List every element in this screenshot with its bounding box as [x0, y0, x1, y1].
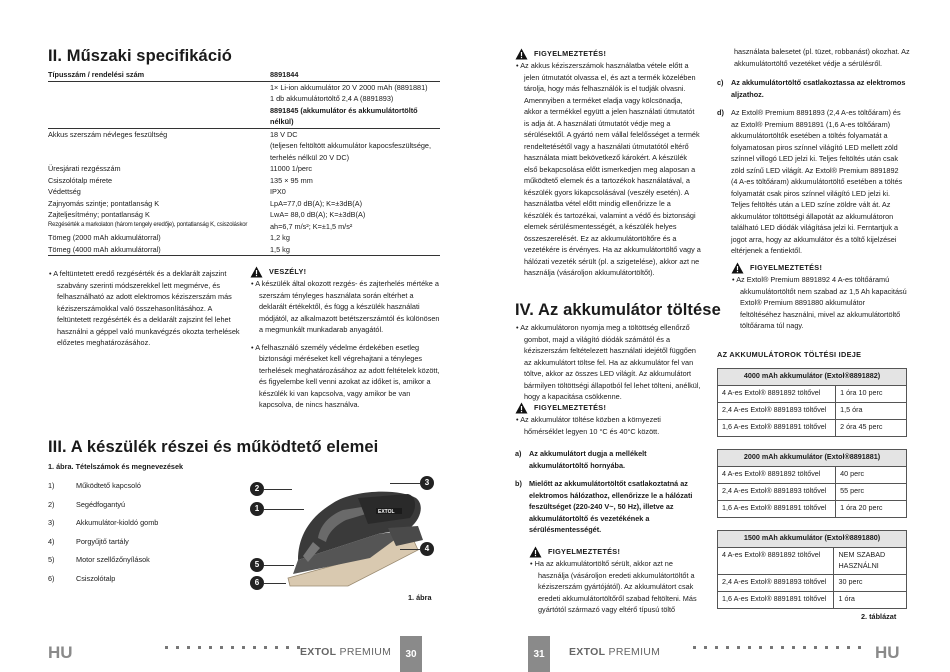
- spec-key: Zajnyomás szintje; pontatlanság K: [48, 198, 160, 208]
- sander-illustration: [258, 468, 428, 588]
- warning-box-3: FIGYELMEZTETÉS! • Ha az akkumulátortöltő sérült, akkor azt ne használja (vásároljon eredeti akkumulátortöltőt a kéziszerszám gyártójától). Az akkumulátort csak eredeti akkumulátortöltőről szabad feltölteni. Más gyártótól származó vagy eltérő típusú töltő: [530, 547, 697, 615]
- part-number: 4): [48, 536, 55, 546]
- time-cell: 55 perc: [836, 484, 907, 501]
- spec-table: [48, 69, 440, 256]
- time-cell: 40 perc: [836, 467, 907, 484]
- warning-title-1: FIGYELMEZTETÉS!: [534, 49, 607, 59]
- table-row: [718, 574, 907, 591]
- time-cell: 1 óra 20 perc: [836, 501, 907, 518]
- spec-value: IPX0: [270, 187, 286, 197]
- spec-key: [48, 93, 270, 105]
- charging-time-table: [717, 449, 907, 518]
- step-c: c) Az akkumulátortöltő csatlakoztassa az elektromos aljzathoz.: [717, 78, 906, 99]
- danger-heading: [250, 266, 442, 278]
- language-code: HU: [48, 643, 73, 662]
- part-item: [48, 574, 158, 593]
- step-d: d) Az Extol® Premium 8891893 (2,4 A-es töltőáram) és az Extol® Premium 8891891 (1,6 A-es töltőáram) akkumulátortöltők esetében a töltés folyamatát a folyamatosan piros színnel világító LED mellett zöld színnel villogó LED jelzi ki. Teljes feltöltés után csak zöld színű LED világít. Az Extol® Premium 8891892 (4 A-es töltőáram) akkumulátortöltő esetében a töltés folyamatát csak piros színnel világító LED jelzi ki. Teljes feltöltés után a LED színe zöldre vált át. Az akkumulátor töltöttségi állapotát az akkumulátoron található LED diódák világítása jelzi ki. Ferntartjuk a jogot arra, hogy az akkumulátor és a töltő kijelzései eltérjenek a fentiektől.: [717, 107, 907, 257]
- charger-cell: 2,4 A-es Extol® 8891893 töltővel: [718, 484, 836, 501]
- time-cell: 30 perc: [834, 574, 907, 591]
- warning-text-4: Az Extol® Premium 8891892 4 A-es töltőáramú akkumulátortöltőt nem szabad az 1,5 Ah kapacitású Extol® Premium 8891880 akkumulátor feltöltéséhez használni, mivel az akkumulátortöltő töltőárama túl nagy.: [736, 275, 907, 331]
- footer-dots: [693, 646, 861, 654]
- charger-cell: 2,4 A-es Extol® 8891893 töltővel: [718, 574, 834, 591]
- charger-cell: 2,4 A-es Extol® 8891893 töltővel: [718, 403, 836, 420]
- time-cell: 1 óra 10 perc: [836, 386, 907, 403]
- spec-value: (teljesen feltöltött akkumulátor kapocsfeszültsége,: [270, 141, 432, 151]
- danger-bullet-2: A felhasználó személy védelme érdekében esetleg biztonsági méréseket kell végrehajtani a tényleges terhelések meghatározásához az adott feltételek között, és figyelembe kell venni azokat az időket is, amikor a készülék ki van kapcsolva, vagy amikor be van kapcsolva, de nincs használva.: [255, 342, 440, 410]
- part-number: 5): [48, 555, 55, 564]
- warning-triangle-icon: [515, 402, 528, 414]
- part-name: Porgyűjtő tartály: [76, 536, 129, 546]
- step-b: b) Mielőtt az akkumulátortöltőt csatlakoztatná az elektromos hálózathoz, ellenőrizze le a hálózati feszültséget (220-240 V~, 50 Hz), illetve az akkumulátortöltő és vezetékének a sérülésmentességét.: [515, 478, 701, 536]
- figure-title: 1. ábra. Tételszámok és megnevezések: [48, 462, 184, 471]
- warning-title-2: FIGYELMEZTETÉS!: [534, 403, 607, 413]
- spec-key: Tömeg (2000 mAh akkumulátorral): [48, 233, 161, 243]
- warning-text-1: Az akkus kéziszerszámok használatba vétele előtt a jelen útmutatót olvassa el, és azt a termék közelében tárolja, hogy más felhasználók is el tudják olvasni. Amennyiben a terméket eladja vagy kölcsönadja, akkor a termékkel együtt a jelen használati útmutatót is adja át. A használati útmutatót védje meg a sérülésektől. A gyártó nem vállal felelősséget a termék rendeltetésétől vagy a használati útmutatótól eltérő használata miatt bekövetkező károkért. A készülék első bekapcsolása előtt ismerkedjen meg alaposan a működtető elemek és a tartozékok használatával, a készülék gyors kikapcsolásával (veszély esetén). A használatba vétel előtt mindig ellenőrizze le a készülék és tartozékai, valamint a védő és biztonsági elemek sérülésmentességét, a készülék helyes összeszerelését. Ez az akkumulátortöltőre és a vezetékére is érvényes. Ha az akkumulátortöltő vagy a hálózati vezeték sérült (pl. a szigetelése), akkor azt ne használja (vásároljon akkumulátortöltőt).: [520, 61, 701, 278]
- language-code: HU: [875, 643, 900, 662]
- spec-key: [48, 152, 270, 164]
- section-title-charging: IV. Az akkumulátor töltése: [515, 301, 721, 319]
- warning-text-2: Az akkumulátor töltése közben a környezeti hőmérséklet legyen 10 °C és 40°C között.: [520, 415, 661, 436]
- spec-key: Akkus szerszám névleges feszültség: [48, 129, 168, 139]
- spec-value: 11000 1/perc: [270, 164, 313, 174]
- callout-3: 3: [420, 476, 434, 490]
- spec-value: 18 V DC: [270, 129, 298, 139]
- spec-value: 1× Li-ion akkumulátor 20 V 2000 mAh (8891881): [270, 82, 428, 92]
- step-b-text: Mielőtt az akkumulátortöltőt csatlakoztatná az elektromos hálózathoz, ellenőrizze le a hálózati feszültséget (220-240 V~, 50 Hz), illetve az akkumulátortöltő és vezetékének a sérülésmentességét.: [529, 479, 693, 535]
- spec-row: [48, 105, 440, 129]
- part-number: 3): [48, 518, 55, 527]
- table-row: [718, 403, 907, 420]
- continued-text: használata balesetet (pl. tüzet, robbanást) okozhat. Az akkumulátortöltő vezetéket védje a sérülésről.: [734, 47, 910, 68]
- spec-row: [48, 198, 440, 210]
- table-header: 2000 mAh akkumulátor (Extol®8891881): [718, 450, 907, 467]
- spec-value: terhelés nélkül 20 V DC): [270, 152, 350, 162]
- callout-4: 4: [420, 542, 434, 556]
- spec-row: [48, 209, 440, 221]
- warning-text-3: Ha az akkumulátortöltő sérült, akkor azt ne használja (vásároljon eredeti akkumulátortöltőt a kéziszerszám gyártójától). Az akkumulátort csak eredeti akkumulátortöltőről szabad feltölteni. Más gyártótól származó vagy eltérő típusú töltő: [534, 559, 697, 615]
- callout-2: 2: [250, 482, 264, 496]
- charging-time-table: [717, 368, 907, 437]
- table-row: [718, 591, 907, 608]
- warning-title-3: FIGYELMEZTETÉS!: [548, 547, 621, 557]
- note-paragraph: • A feltüntetett eredő rezgésérték és a deklarált zajszint szabvány szerinti módszerekkel lett megmérve, és felhasználható az adott elektromos kéziszerszám más kéziszerszámokkal való összehasonlításához. A feltüntetett rezgésérték és a deklarált zajszint fel lehet használni a géppel való munkavégzés okozta terhelések előzetes meghatározásához.: [49, 269, 240, 348]
- page-number: 30: [400, 636, 422, 672]
- table-caption: 2. táblázat: [861, 612, 897, 621]
- spec-key: [48, 140, 270, 152]
- spec-key: [48, 82, 270, 94]
- spec-row: [48, 186, 440, 198]
- callout-6: 6: [250, 576, 264, 590]
- spec-row: [48, 175, 440, 187]
- warning-triangle-icon: [529, 546, 542, 558]
- step-c-text: Az akkumulátortöltő csatlakoztassa az elektromos aljzathoz.: [731, 78, 906, 99]
- part-name: Segédfogantyú: [76, 499, 126, 509]
- table-row: [718, 467, 907, 484]
- right-page: [475, 0, 950, 672]
- warning-box-4: FIGYELMEZTETÉS! • Az Extol® Premium 8891892 4 A-es töltőáramú akkumulátortöltőt nem szabad az 1,5 Ah kapacitású Extol® Premium 8891880 akkumulátor feltöltéséhez használni, mivel az akkumulátortöltő töltőárama túl nagy.: [732, 263, 907, 331]
- spec-key: Zajteljesítmény; pontatlanság K: [48, 210, 150, 220]
- page-number: 31: [528, 636, 550, 672]
- device-brand-label: EXTOL: [378, 509, 395, 515]
- part-name: Motor szellőzőnyílások: [76, 555, 150, 564]
- danger-box: VESZÉLY! • A készülék által okozott rezgés- és zajterhelés mértéke a szerszám tényleges használata során eltérhet a deklarált értékektől, és függ a készülék használati módjától, az alkalmazott betétszerszámtól és különösen a megmunkált munkadarab anyagától. • A felhasználó személy védelme érdekében esetleg biztonsági méréseket kell végrehajtani a tényleges terhelések meghatározásához az adott feltételek között, és figyelembe kell venni azokat az időket is, amikor a készülék ki van kapcsolva, vagy amikor be van kapcsolva, de nincs használva.: [250, 266, 442, 411]
- section-title-specs: II. Műszaki specifikáció: [48, 47, 232, 65]
- charger-cell: 1,6 A-es Extol® 8891891 töltővel: [718, 501, 836, 518]
- part-name: Működtető kapcsoló: [76, 481, 141, 490]
- parts-list: [48, 481, 158, 592]
- warning-triangle-icon: [250, 266, 263, 278]
- spec-row: [48, 93, 440, 105]
- footer-brand: EXTOL PREMIUM: [300, 646, 392, 658]
- spec-value: 1,2 kg: [270, 233, 290, 243]
- spec-key: Tömeg (4000 mAh akkumulátorral): [48, 244, 161, 254]
- danger-title: VESZÉLY!: [269, 267, 307, 277]
- spec-value: 8891845 (akkumulátor és akkumulátortöltő nélkül): [270, 105, 418, 127]
- part-item: [48, 537, 158, 556]
- step-a-text: Az akkumulátort dugja a mellékelt akkumulátortöltő hornyába.: [529, 449, 647, 470]
- table-header: 1500 mAh akkumulátor (Extol®8891880): [718, 531, 907, 548]
- time-cell: 2 óra 45 perc: [836, 420, 907, 437]
- spec-row: [48, 69, 440, 82]
- charging-intro: • Az akkumulátoron nyomja meg a töltöttség ellenőrző gombot, majd a világító diódák számától és a kéziszerszám feltételezett használati idejétől függően az akkumulátort töltse fel. Ha az akkumulátor fel van töltve, akkor az összes LED világít. Az akkumulátort bármilyen töltöttségi állapotból fel lehet tölteni, anélkül, hogy a kapacitása csökkenne.: [516, 323, 701, 402]
- spec-key: [48, 105, 270, 128]
- charger-cell: 4 A-es Extol® 8891892 töltővel: [718, 548, 834, 575]
- charging-times-title: AZ AKKUMULÁTOROK TÖLTÉSI IDEJE: [717, 350, 862, 359]
- spec-key: Védettség: [48, 187, 81, 197]
- spec-value: 1,5 kg: [270, 244, 290, 254]
- footer-dots: [165, 646, 300, 654]
- callout-5: 5: [250, 558, 264, 572]
- spec-value: ah=6,7 m/s²; K=±1,5 m/s²: [270, 221, 353, 231]
- warning-box-2: FIGYELMEZTETÉS! • Az akkumulátor töltése közben a környezeti hőmérséklet legyen 10 °C és 40°C között.: [516, 403, 661, 436]
- table-row: [718, 386, 907, 403]
- warning-triangle-icon: [515, 48, 528, 60]
- table-row: [718, 501, 907, 518]
- table-row: [718, 548, 907, 575]
- table-header: 4000 mAh akkumulátor (Extol®8891882): [718, 369, 907, 386]
- charger-cell: 1,6 A-es Extol® 8891891 töltővel: [718, 420, 836, 437]
- spec-value: LwA= 88,0 dB(A); K=±3dB(A): [270, 210, 366, 220]
- spec-value: 135 × 95 mm: [270, 175, 313, 185]
- spec-key: Csiszolótalp mérete: [48, 175, 113, 185]
- part-name: Csiszolótalp: [76, 573, 116, 583]
- spec-key: Üresjárati rezgésszám: [48, 164, 121, 174]
- charger-cell: 1,6 A-es Extol® 8891891 töltővel: [718, 591, 834, 608]
- warning-title-4: FIGYELMEZTETÉS!: [750, 263, 823, 273]
- spec-row: [48, 244, 440, 257]
- charger-cell: 4 A-es Extol® 8891892 töltővel: [718, 467, 836, 484]
- part-item: [48, 555, 158, 574]
- warning-triangle-icon: [731, 262, 744, 274]
- part-item: [48, 500, 158, 519]
- spec-row: [48, 232, 440, 244]
- part-number: 2): [48, 499, 55, 509]
- spec-row: [48, 152, 440, 164]
- spec-value: 1 db akkumulátortöltő 2,4 A (8891893): [270, 94, 394, 104]
- spec-row: [48, 221, 440, 233]
- figure-caption: 1. ábra: [408, 593, 432, 602]
- charging-time-table: [717, 530, 907, 609]
- spec-value: LpA=77,0 dB(A); K=±3dB(A): [270, 198, 363, 208]
- spec-row: [48, 129, 440, 141]
- spec-value: 8891844: [270, 70, 299, 79]
- charger-cell: 4 A-es Extol® 8891892 töltővel: [718, 386, 836, 403]
- callout-1: 1: [250, 502, 264, 516]
- part-item: [48, 518, 158, 537]
- spec-row: [48, 163, 440, 175]
- danger-bullet-1: A készülék által okozott rezgés- és zajterhelés mértéke a szerszám tényleges használata során eltérhet a deklarált értékektől, és függ a készülék használati módjától, az alkalmazott betétszerszámtól és különösen a megmunkált munkadarab anyagától.: [255, 279, 440, 335]
- note-text: A feltüntetett eredő rezgésérték és a deklarált zajszint szabvány szerinti módszerekkel lett megmérve, és felhasználható az adott elektromos kéziszerszám más kéziszerszámokkal való összehasonlításához. A feltüntetett rezgésérték és a deklarált zajszint fel lehet használni a géppel való munkavégzés okozta terhelések előzetes meghatározásához.: [53, 269, 240, 348]
- spec-row: [48, 140, 440, 152]
- spec-row: [48, 82, 440, 94]
- section-title-parts: III. A készülék részei és működtető elemei: [48, 438, 379, 456]
- warning-box-1: FIGYELMEZTETÉS! • Az akkus kéziszerszámok használatba vétele előtt a jelen útmutatót olvassa el, és azt a termék közelében tárolja, hogy más felhasználók is el tudják olvasni. Amennyiben a terméket eladja vagy kölcsönadja, akkor a termékkel együtt a jelen használati útmutatót is adja át. A használati útmutatót védje meg a sérülésektől. A gyártó nem vállal felelősséget a termék rendeltetésétől vagy a használati útmutatótól eltérő használata miatt bekövetkező károkért. A készülék első bekapcsolása előtt ismerkedjen meg alaposan a működtető elemek és a tartozékok használatával, a készülék gyors kikapcsolásával (veszély esetén). A használatba vétel előtt mindig ellenőrizze le a készülék és tartozékai, valamint a védő és biztonsági elemek sérülésmentességét, a készülék helyes összeszerelését. Ez az akkumulátortöltőre és a vezetékére is érvényes. Ha az akkumulátortöltő vagy a hálózati vezeték sérült (pl. a szigetelése), akkor azt ne használja (vásároljon akkumulátortöltőt).: [516, 49, 701, 278]
- time-cell: NEM SZABAD HASZNÁLNI: [834, 548, 907, 575]
- part-number: 1): [48, 481, 55, 490]
- step-a: a) Az akkumulátort dugja a mellékelt akkumulátortöltő hornyába.: [515, 448, 701, 471]
- table-row: [718, 484, 907, 501]
- time-cell: 1,5 óra: [836, 403, 907, 420]
- step-d-text: Az Extol® Premium 8891893 (2,4 A-es töltőáram) és az Extol® Premium 8891891 (1,6 A-es töltőáram) akkumulátortöltők esetében a töltés folyamatát a folyamatosan piros színnel világító LED mellett zöld színnel villogó LED jelzi ki. Teljes feltöltés után csak zöld színű LED világít. Az Extol® Premium 8891892 (4 A-es töltőáram) akkumulátortöltő esetében a töltés folyamatát csak piros színnel világító LED jelzi ki. Teljes feltöltés után a LED színe zöldre vált át. Az akkumulátor töltöttségi állapotát az akkumulátoron található LED diódák világítása jelzi ki. Ferntartjuk a jogot arra, hogy az akkumulátor és a töltő kijelzései eltérjenek a fentiektől.: [731, 108, 903, 256]
- part-name: Akkumulátor-kioldó gomb: [76, 518, 159, 527]
- charging-text: Az akkumulátoron nyomja meg a töltöttség ellenőrző gombot, majd a világító diódák számától és a kéziszerszám feltételezett használati idejétől függően az akkumulátort töltse fel. Ha az akkumulátor fel van töltve, akkor az összes LED világít. Az akkumulátort bármilyen töltöttségi állapotból fel lehet tölteni, anélkül, hogy a kapacitása csökkenne.: [520, 323, 701, 402]
- spec-key: Rezgésérték a markolaton (három tengely eredője), pontatlanság K, csiszoláskor: [48, 221, 248, 228]
- spec-key: Típusszám / rendelési szám: [48, 70, 145, 79]
- part-number: 6): [48, 573, 55, 583]
- table-row: [718, 420, 907, 437]
- part-item: [48, 481, 158, 500]
- footer-brand: EXTOL PREMIUM: [569, 646, 661, 658]
- time-cell: 1 óra: [834, 591, 907, 608]
